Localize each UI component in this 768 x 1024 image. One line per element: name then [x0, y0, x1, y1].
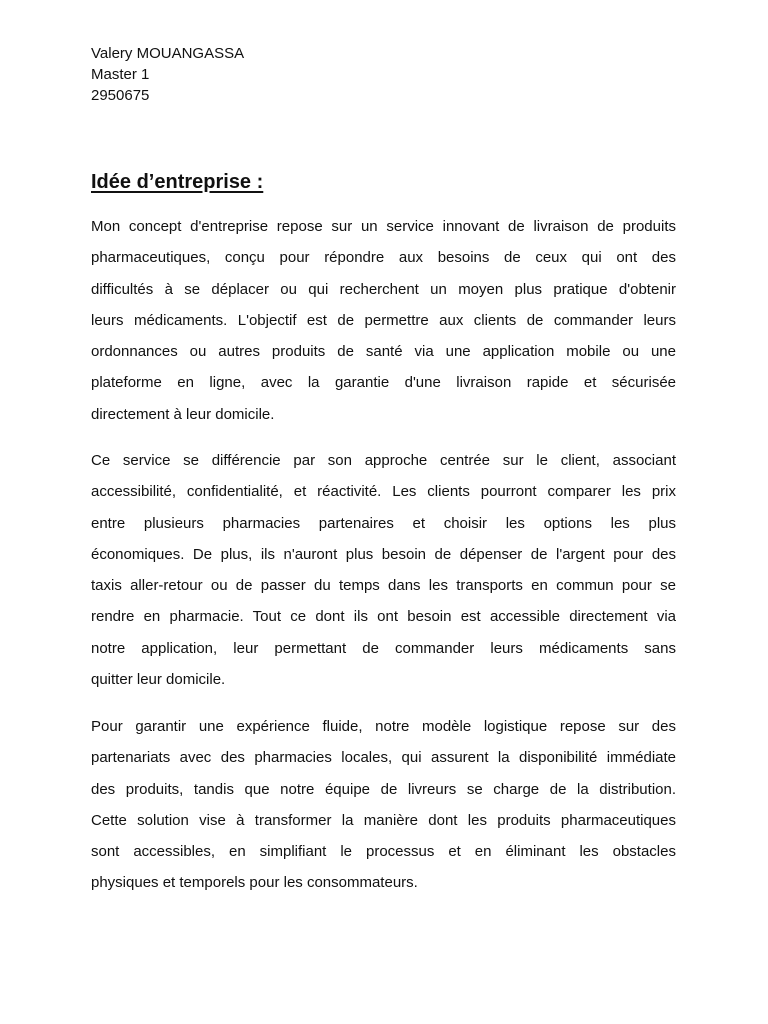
paragraph-concept — [91, 211, 676, 430]
paragraph-line: Mon concept d'entreprise repose sur un service innovant de livraison de produits — [91, 218, 676, 235]
paragraph-line: accessibilité, confidentialité, et réactivité. Les clients pourront comparer les prix — [91, 483, 676, 501]
page-title: Idée d’entreprise : — [91, 171, 264, 193]
paragraph-line: physiques et temporels pour les consommateurs. — [91, 874, 418, 892]
paragraph-line: quitter leur domicile. — [91, 671, 226, 689]
paragraph-line: plateforme en ligne, avec la garantie d'une livraison rapide et sécurisée — [91, 374, 676, 392]
author-name: Valery MOUANGASSA — [91, 45, 245, 62]
paragraph-line: économiques. De plus, ils n'auront plus besoin de dépenser de l'argent pour des — [91, 545, 676, 563]
paragraph-line: sont accessibles, en simplifiant le processus et en éliminant les obstacles — [91, 843, 676, 861]
paragraph-logistics — [91, 711, 676, 899]
paragraph-line: notre application, leur permettant de commander leurs médicaments sans — [91, 639, 676, 657]
paragraph-line: leurs médicaments. L'objectif est de permettre aux clients de commander leurs — [91, 311, 676, 329]
paragraph-line: rendre en pharmacie. Tout ce dont ils ont besoin est accessible directement via — [91, 608, 676, 626]
paragraph-line: Cette solution vise à transformer la manière dont les produits pharmaceutiques — [91, 811, 676, 829]
paragraph-line: Pour garantir une expérience fluide, notre modèle logistique repose sur des — [91, 718, 676, 735]
paragraph-line: entre plusieurs pharmacies partenaires et choisir les options les plus — [91, 514, 676, 532]
author-header — [91, 43, 491, 106]
author-level: Master 1 — [91, 66, 150, 83]
paragraph-differentiation — [91, 445, 676, 695]
paragraph-line: Ce service se différencie par son approche centrée sur le client, associant — [91, 452, 676, 469]
paragraph-line: difficultés à se déplacer ou qui recherchent un moyen plus pratique d'obtenir — [91, 280, 676, 298]
author-student-id: 2950675 — [91, 87, 150, 104]
paragraph-line: directement à leur domicile. — [91, 405, 275, 423]
paragraph-line: pharmaceutiques, conçu pour répondre aux besoins de ceux qui ont des — [91, 249, 676, 267]
paragraph-line: ordonnances ou autres produits de santé via une application mobile ou une — [91, 343, 676, 361]
paragraph-line: partenariats avec des pharmacies locales, qui assurent la disponibilité immédiate — [91, 749, 676, 767]
paragraph-line: taxis aller-retour ou de passer du temps dans les transports en commun pour se — [91, 577, 676, 595]
paragraph-line: des produits, tandis que notre équipe de livreurs se charge de la distribution. — [91, 780, 676, 798]
